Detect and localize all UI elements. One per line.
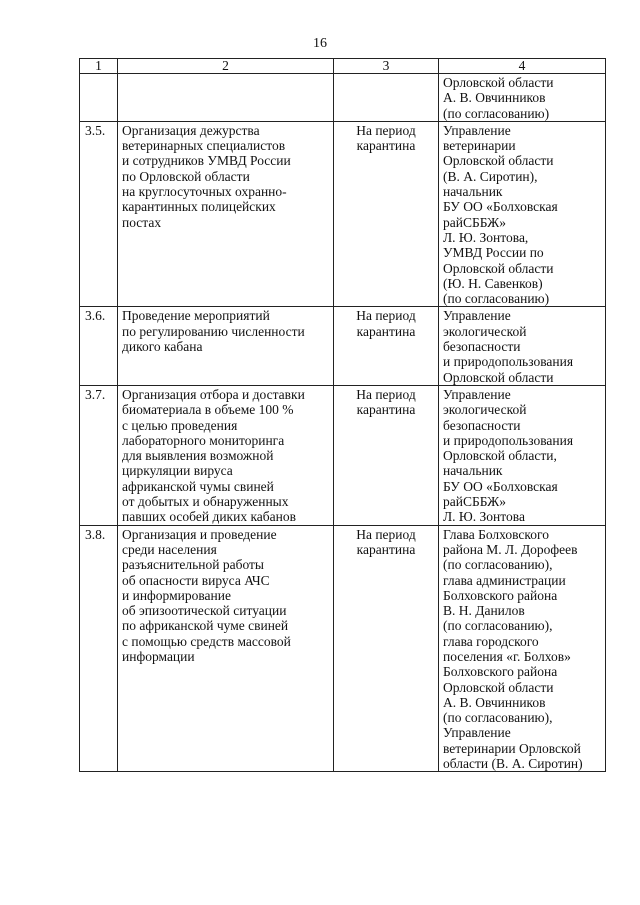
responsible-cell-line: Управление	[443, 122, 511, 138]
period-cell-line: На период	[356, 122, 416, 138]
measure-cell-line: африканской чумы свиней	[122, 478, 274, 494]
measure-cell-line: Организация и проведение	[122, 526, 277, 542]
header-col-2: 2	[118, 59, 334, 74]
measure-cell-line: карантинных полицейских	[122, 199, 276, 215]
responsible-cell-line: (по согласованию),	[443, 618, 553, 634]
measure-cell-line: дикого кабана	[122, 339, 203, 355]
measure-cell-line: информации	[122, 648, 195, 664]
measures-table	[79, 58, 606, 772]
responsible-cell-line: райСББЖ»	[443, 494, 506, 510]
period-cell-line: карантина	[356, 541, 416, 557]
measure-cell-line: циркуляции вируса	[122, 463, 233, 479]
responsible-cell-line: (по согласованию),	[443, 710, 553, 726]
responsible-cell	[439, 74, 606, 122]
table-row	[80, 525, 606, 772]
responsible-cell-line: Болховского района	[443, 664, 558, 680]
responsible-cell-line: Л. Ю. Зонтова	[443, 509, 525, 525]
responsible-cell-line: Болховского района	[443, 587, 558, 603]
measure-cell-line: ветеринарных специалистов	[122, 138, 286, 154]
measure-cell	[118, 525, 334, 772]
row-number: 3.6.	[80, 307, 118, 385]
table-header-row	[80, 59, 606, 74]
measure-cell	[118, 74, 334, 122]
responsible-cell-line: начальник	[443, 184, 503, 200]
responsible-cell-line: Орловской области	[443, 369, 554, 385]
responsible-cell-line: Орловской области,	[443, 448, 557, 464]
period-cell	[334, 121, 439, 307]
header-col-4: 4	[439, 59, 606, 74]
measure-cell-line: для выявления возможной	[122, 448, 274, 464]
responsible-cell-line: ветеринарии Орловской	[443, 740, 581, 756]
measure-cell-line: об эпизоотической ситуации	[122, 603, 287, 619]
header-col-3: 3	[334, 59, 439, 74]
row-number: 3.7.	[80, 385, 118, 525]
table-row	[80, 307, 606, 385]
responsible-cell-line: (по согласованию)	[443, 105, 550, 121]
responsible-cell-line: БУ ОО «Болховская	[443, 478, 558, 494]
header-col-1: 1	[80, 59, 118, 74]
period-cell-line: карантина	[356, 402, 416, 418]
responsible-cell-line: ветеринарии	[443, 138, 516, 154]
measure-cell-line: постах	[122, 214, 162, 230]
responsible-cell-line: Орловской области	[443, 153, 554, 169]
measure-cell-line: Организация отбора и доставки	[122, 386, 305, 402]
measure-cell-line: от добытых и обнаруженных	[122, 494, 289, 510]
responsible-cell-line: (по согласованию),	[443, 557, 553, 573]
row-number: 3.5.	[80, 121, 118, 307]
responsible-cell-line: и природопользования	[443, 354, 574, 370]
responsible-cell-line: райСББЖ»	[443, 214, 506, 230]
responsible-cell-line: БУ ОО «Болховская	[443, 199, 558, 215]
responsible-cell-line: области (В. А. Сиротин)	[443, 756, 583, 772]
responsible-cell-line: района М. Л. Дорофеев	[443, 541, 578, 557]
measure-cell	[118, 385, 334, 525]
measure-cell-line: лабораторного мониторинга	[122, 432, 285, 448]
measure-cell-line: с целью проведения	[122, 417, 238, 433]
period-cell-line: На период	[356, 526, 416, 542]
responsible-cell-line: начальник	[443, 463, 503, 479]
period-cell	[334, 307, 439, 385]
responsible-cell	[439, 525, 606, 772]
table-row	[80, 74, 606, 122]
responsible-cell-line: А. В. Овчинников	[443, 90, 546, 106]
measure-cell-line: и информирование	[122, 587, 231, 603]
responsible-cell-line: (В. А. Сиротин),	[443, 168, 538, 184]
responsible-cell-line: безопасности	[443, 339, 521, 355]
responsible-cell-line: Орловской области	[443, 75, 554, 90]
responsible-cell-line: глава администрации	[443, 572, 566, 588]
period-cell-line: карантина	[356, 323, 416, 339]
measure-cell-line: Проведение мероприятий	[122, 308, 270, 324]
measure-cell-line: об опасности вируса АЧС	[122, 572, 270, 588]
measure-cell-line: Организация дежурства	[122, 122, 260, 138]
responsible-cell-line: экологической	[443, 402, 527, 418]
period-cell	[334, 74, 439, 122]
measure-cell-line: и сотрудников УМВД России	[122, 153, 291, 169]
responsible-cell-line: Орловской области	[443, 260, 554, 276]
measure-cell-line: биоматериала в объеме 100 %	[122, 402, 294, 418]
responsible-cell-line: (Ю. Н. Савенков)	[443, 275, 543, 291]
responsible-cell	[439, 307, 606, 385]
table-row	[80, 385, 606, 525]
responsible-cell-line: Управление	[443, 725, 511, 741]
responsible-cell-line: экологической	[443, 323, 527, 339]
responsible-cell-line: (по согласованию)	[443, 291, 550, 307]
measure-cell-line: на круглосуточных охранно-	[122, 184, 287, 200]
responsible-cell-line: УМВД России по	[443, 245, 544, 261]
responsible-cell-line: Глава Болховского	[443, 526, 549, 542]
measure-cell-line: павших особей диких кабанов	[122, 509, 297, 525]
measure-cell-line: с помощью средств массовой	[122, 633, 291, 649]
page-number: 16	[313, 36, 327, 51]
row-number	[80, 74, 118, 122]
period-cell	[334, 385, 439, 525]
responsible-cell-line: поселения «г. Болхов»	[443, 648, 571, 664]
responsible-cell-line: Управление	[443, 386, 511, 402]
measure-cell	[118, 307, 334, 385]
responsible-cell-line: В. Н. Данилов	[443, 603, 525, 619]
responsible-cell-line: А. В. Овчинников	[443, 694, 546, 710]
period-cell-line: карантина	[356, 138, 416, 154]
responsible-cell-line: глава городского	[443, 633, 539, 649]
measure-cell-line: разъяснительной работы	[122, 557, 264, 573]
responsible-cell-line: Л. Ю. Зонтова,	[443, 229, 529, 245]
responsible-cell-line: и природопользования	[443, 432, 574, 448]
period-cell-line: На период	[356, 308, 416, 324]
responsible-cell	[439, 385, 606, 525]
responsible-cell-line: безопасности	[443, 417, 521, 433]
measure-cell-line: по Орловской области	[122, 168, 250, 184]
measure-cell-line: по регулированию численности	[122, 323, 305, 339]
table-row	[80, 121, 606, 307]
row-number: 3.8.	[80, 525, 118, 772]
responsible-cell-line: Орловской области	[443, 679, 554, 695]
measure-cell-line: по африканской чуме свиней	[122, 618, 289, 634]
measure-cell	[118, 121, 334, 307]
measure-cell-line: среди населения	[122, 541, 217, 557]
period-cell	[334, 525, 439, 772]
responsible-cell	[439, 121, 606, 307]
period-cell-line: На период	[356, 386, 416, 402]
responsible-cell-line: Управление	[443, 308, 511, 324]
